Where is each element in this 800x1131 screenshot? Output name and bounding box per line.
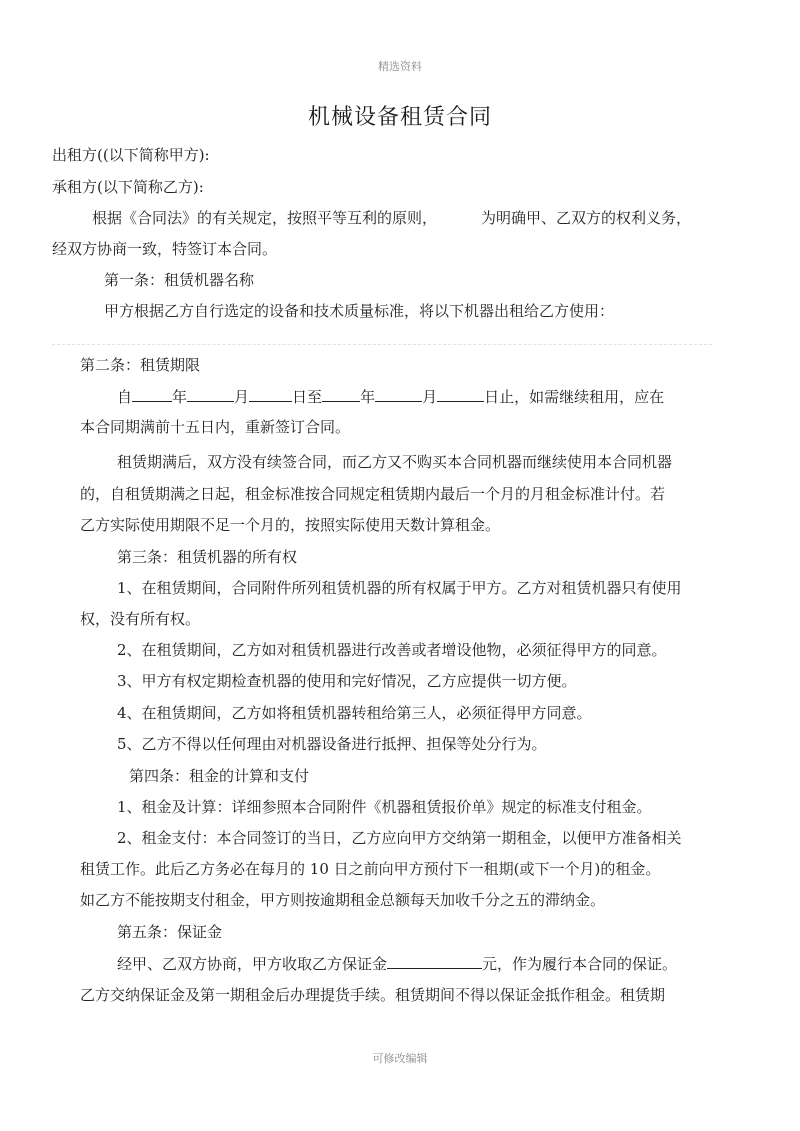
header-note: 精选资料: [378, 60, 422, 73]
date-text-to: 日至: [292, 388, 323, 406]
document-title: 机械设备租赁合同: [307, 105, 492, 130]
start-day-blank: [249, 386, 292, 402]
intro-text-b: 为明确甲、乙双方的权利义务，: [481, 209, 692, 227]
intro-text-a: 根据《合同法》的有关规定，按照平等互利的原则，: [92, 209, 438, 227]
article-1-heading: 第一条：租赁机器名称: [104, 271, 255, 289]
deposit-amount-blank: [387, 953, 482, 969]
date-text-year-2: 年: [360, 388, 376, 406]
end-day-blank: [437, 386, 484, 402]
section-divider: [52, 344, 712, 345]
date-text-from: 自: [117, 388, 133, 406]
article-2-heading: 第二条：租赁期限: [80, 356, 201, 374]
article-3-item-5: 5、乙方不得以任何理由对机器设备进行抵押、担保等处分行为。: [117, 735, 547, 753]
article-4-item-2b: 租赁工作。此后乙方务必在每月的 10 日之前向甲方预付下一租期(或下一个月)的租金。: [80, 860, 661, 878]
start-month-blank: [187, 386, 234, 402]
party-b-line: 承租方(以下简称乙方):: [52, 178, 204, 196]
article-2-line-4: 的，自租赁期满之日起，租金标准按合同规定租赁期内最后一个月的月租金标准计付。若: [80, 485, 666, 503]
article-3-heading: 第三条：租赁机器的所有权: [117, 548, 298, 566]
date-text-year-1: 年: [172, 388, 188, 406]
article-3-item-3: 3、甲方有权定期检查机器的使用和完好情况，乙方应提供一切方便。: [117, 672, 577, 690]
end-year-blank: [322, 386, 360, 402]
intro-line-1: [92, 208, 691, 228]
party-a-line: 出租方((以下简称甲方):: [52, 146, 210, 164]
article-4-item-2a: 2、租金支付：本合同签订的当日，乙方应向甲方交纳第一期租金，以便甲方准备相关: [117, 829, 682, 847]
article-3-item-1b: 权，没有所有权。: [80, 610, 201, 628]
article-5-line-2: 乙方交纳保证金及第一期租金后办理提货手续。租赁期间不得以保证金抵作租金。租赁期: [80, 986, 666, 1004]
article-4-item-2c: 如乙方不能按期支付租金，甲方则按逾期租金总额每天加收千分之五的滞纳金。: [80, 891, 606, 909]
end-month-blank: [375, 386, 422, 402]
footer-note: 可修改编辑: [372, 1052, 428, 1065]
article-5-line-1: [117, 953, 677, 974]
deposit-text-a: 经甲、乙双方协商，甲方收取乙方保证金: [117, 955, 388, 973]
article-4-heading: 第四条：租金的计算和支付: [129, 767, 310, 785]
article-4-item-1: 1、租金及计算：详细参照本合同附件《机器租赁报价单》规定的标准支付租金。: [117, 798, 652, 816]
article-5-heading: 第五条：保证金: [117, 923, 223, 941]
article-2-date-line: [117, 386, 664, 407]
article-3-item-2: 2、在租赁期间，乙方如对租赁机器进行改善或者增设他物，必须征得甲方的同意。: [117, 641, 667, 659]
date-text-month-1: 月: [234, 388, 250, 406]
date-text-until: 日止，如需继续租用，应在: [484, 388, 665, 406]
article-1-line-1: 甲方根据乙方自行选定的设备和技术质量标准，将以下机器出租给乙方使用：: [104, 302, 615, 320]
intro-line-2: 经双方协商一致，特签订本合同。: [52, 240, 278, 258]
article-3-item-1a: 1、在租赁期间，合同附件所列租赁机器的所有权属于甲方。乙方对租赁机器只有使用: [117, 579, 682, 597]
article-2-line-2: 本合同期满前十五日内，重新签订合同。: [80, 418, 351, 436]
article-2-line-5: 乙方实际使用期限不足一个月的，按照实际使用天数计算租金。: [80, 516, 501, 534]
deposit-text-b: 元，作为履行本合同的保证。: [482, 955, 678, 973]
article-2-line-3: 租赁期满后，双方没有续签合同，而乙方又不购买本合同机器而继续使用本合同机器: [117, 453, 673, 471]
date-text-month-2: 月: [422, 388, 438, 406]
start-year-blank: [132, 386, 172, 402]
article-3-item-4: 4、在租赁期间，乙方如将租赁机器转租给第三人，必须征得甲方同意。: [117, 704, 592, 722]
